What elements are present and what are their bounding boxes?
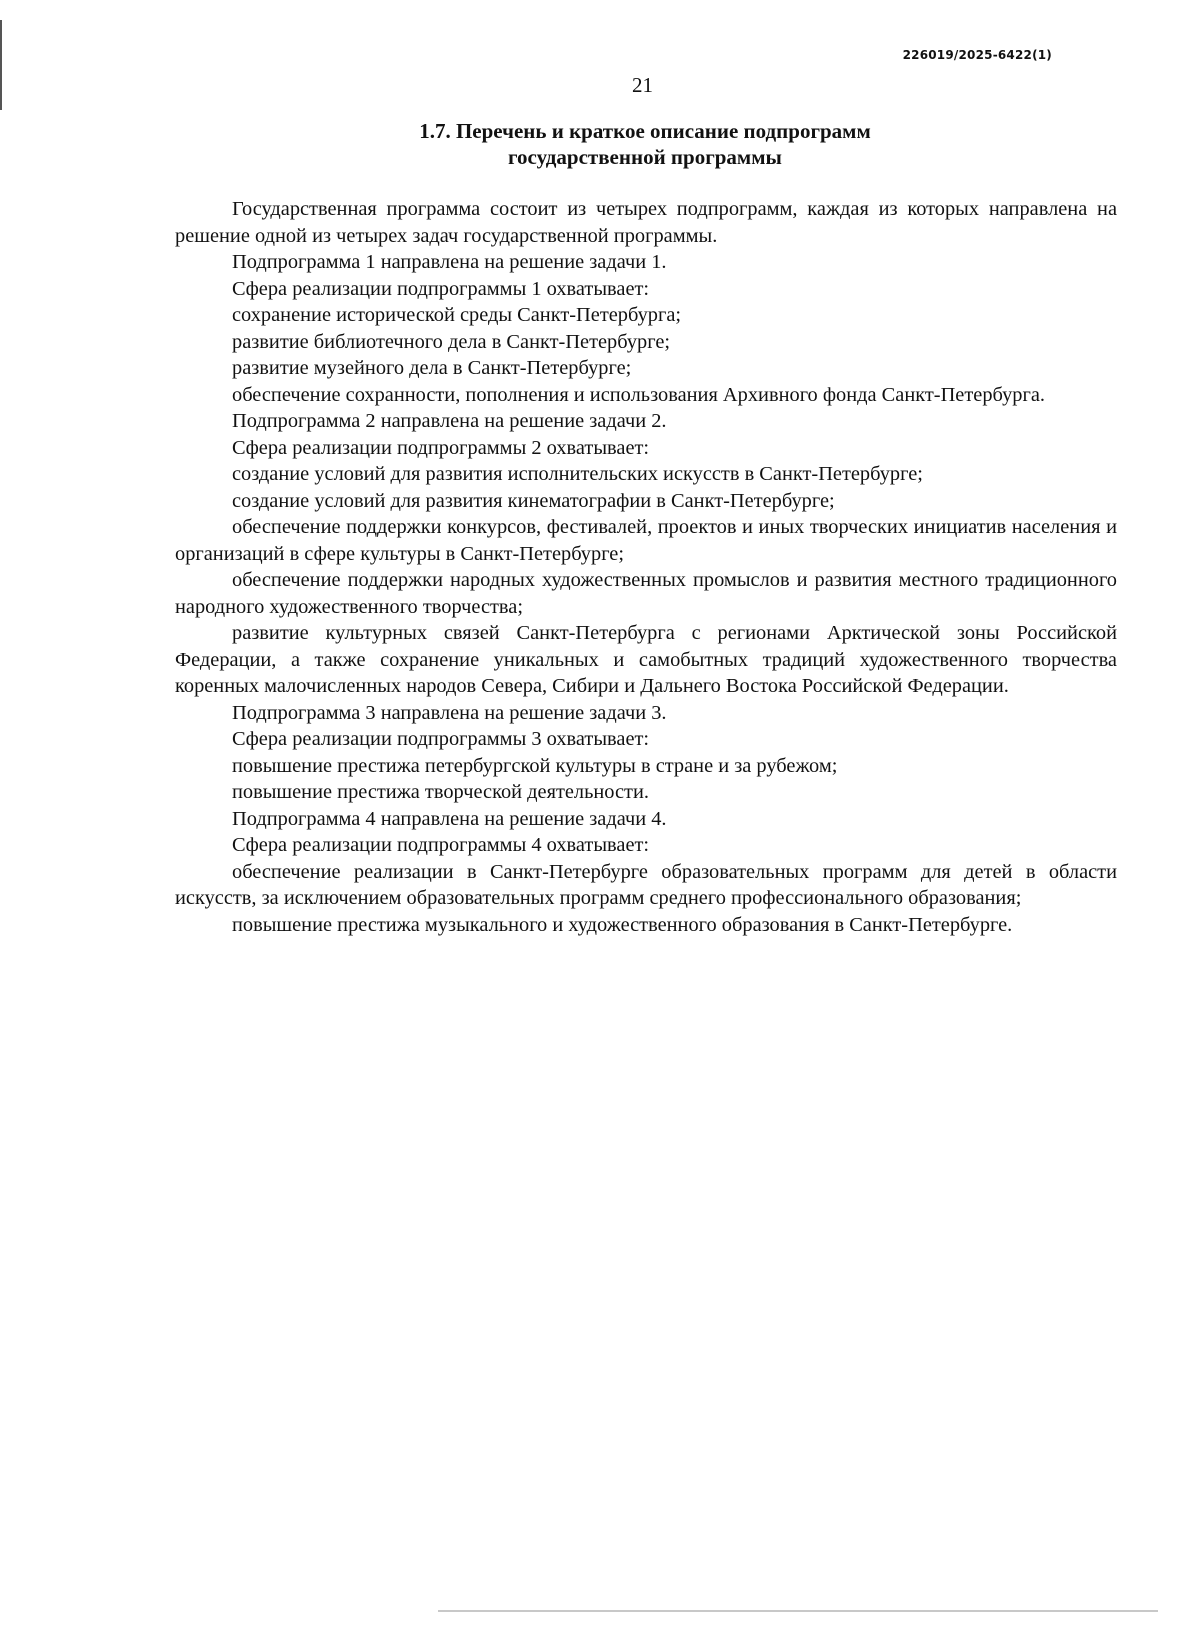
paragraph-intro: Государственная программа состоит из четырех подпрограмм, каждая из которых направлена на решение одной из четырех задач государственной программы. <box>175 198 1117 247</box>
list-item: развитие культурных связей Санкт-Петербурга с регионами Арктической зоны Российской Федерации, а также сохранение уникальных и самобытных традиций художественного творчества коренных малочисленных народов Севера, Сибири и Дальнего Востока Российской Федерации. <box>175 622 1117 697</box>
paragraph-subprogram-1-task: Подпрограмма 1 направлена на решение задачи 1. <box>232 251 667 273</box>
section-heading-line-2: государственной программы <box>508 145 782 169</box>
scan-bottom-rule <box>438 1610 1158 1612</box>
list-item: развитие библиотечного дела в Санкт-Петербурге; <box>232 330 671 353</box>
list-item: создание условий для развития кинематографии в Санкт-Петербурге; <box>232 489 835 512</box>
paragraph-subprogram-4-scope: Сфера реализации подпрограммы 4 охватывает: <box>232 834 650 856</box>
document-registration-number: 226019/2025-6422(1) <box>902 48 1052 62</box>
list-item: сохранение исторической среды Санкт-Петербурга; <box>232 304 682 326</box>
list-item: повышение престижа петербургской культуры в стране и за рубежом; <box>232 754 838 777</box>
list-item: обеспечение поддержки народных художественных промыслов и развития местного традиционного народного художественного творчества; <box>175 569 1117 618</box>
section-heading-line-1: 1.7. Перечень и краткое описание подпрограмм <box>419 119 871 143</box>
list-item: обеспечение реализации в Санкт-Петербурге образовательных программ для детей в области искусств, за исключением образовательных программ среднего профессионального образования; <box>175 860 1117 909</box>
list-item: развитие музейного дела в Санкт-Петербурге; <box>232 357 632 379</box>
paragraph-subprogram-2-scope: Сфера реализации подпрограммы 2 охватывает: <box>232 436 650 459</box>
list-item: обеспечение сохранности, пополнения и использования Архивного фонда Санкт-Петербурга. <box>232 383 1046 406</box>
paragraph-subprogram-2-task: Подпрограмма 2 направлена на решение задачи 2. <box>232 410 667 432</box>
paragraph-subprogram-3-task: Подпрограмма 3 направлена на решение задачи 3. <box>232 701 667 724</box>
list-item: повышение престижа творческой деятельности. <box>232 781 649 803</box>
paragraph-subprogram-4-task: Подпрограмма 4 направлена на решение задачи 4. <box>232 807 667 830</box>
list-item: обеспечение поддержки конкурсов, фестивалей, проектов и иных творческих инициатив населения и организаций в сфере культуры в Санкт-Петербурге; <box>175 516 1117 565</box>
list-item: создание условий для развития исполнительских искусств в Санкт-Петербурге; <box>232 463 923 485</box>
page-number: 21 <box>632 73 653 97</box>
paragraph-subprogram-1-scope: Сфера реализации подпрограммы 1 охватывает: <box>232 277 650 300</box>
paragraph-subprogram-3-scope: Сфера реализации подпрограммы 3 охватывает: <box>232 728 650 750</box>
list-item: повышение престижа музыкального и художественного образования в Санкт-Петербурге. <box>232 913 1013 936</box>
document-body <box>175 196 1117 938</box>
section-heading <box>170 118 1120 170</box>
